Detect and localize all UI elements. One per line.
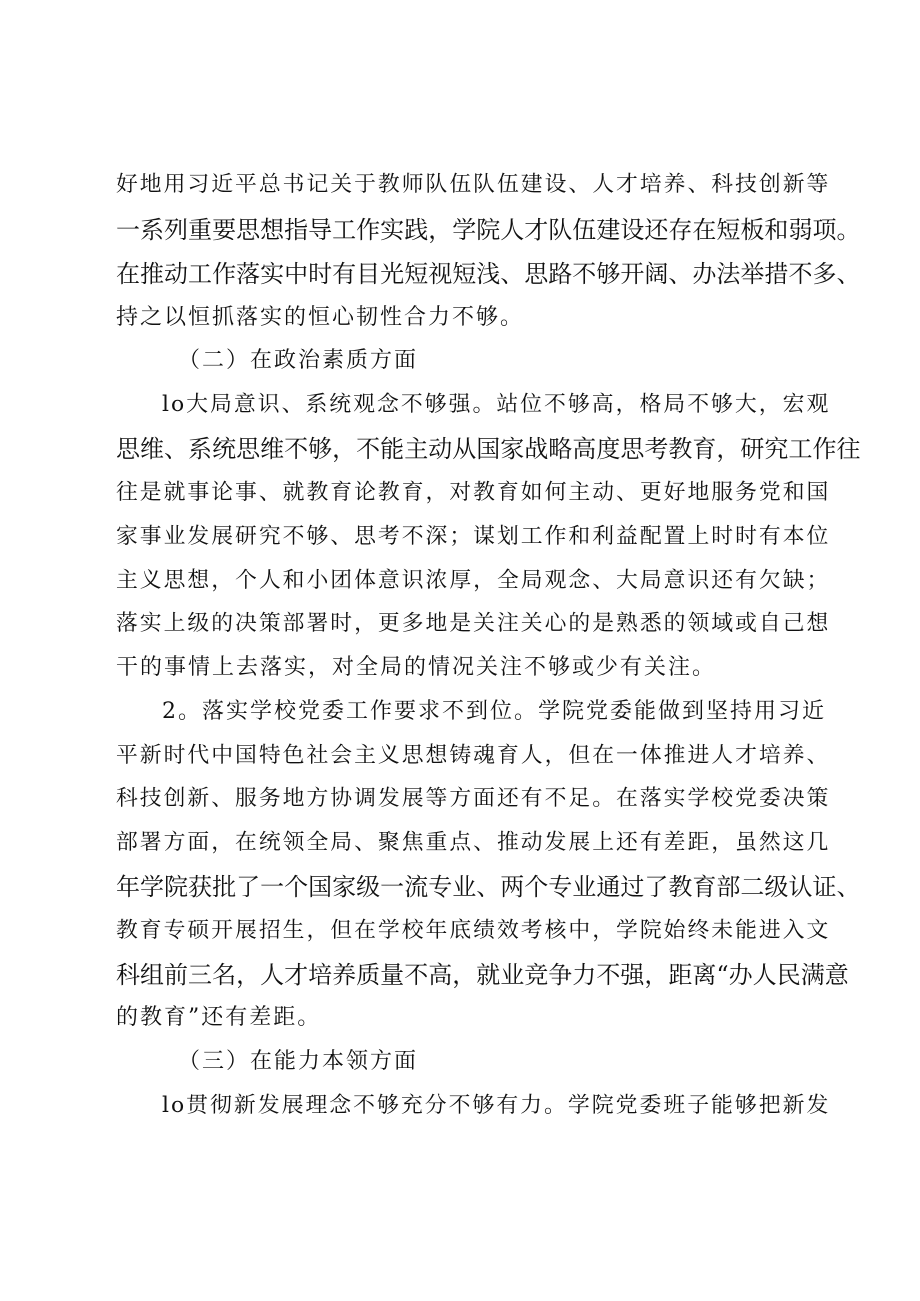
- section-heading: （三）在能力本领方面: [178, 1049, 419, 1074]
- paragraph-line: 一系列重要思想指导工作实践，学院人才队伍建设还存在短板和弱项。: [116, 216, 861, 244]
- paragraph-line: 的教育”还有差距。: [116, 1005, 322, 1030]
- paragraph-line: 在推动工作落实中时有目光短视短浅、思路不够开阔、办法举措不多、: [116, 260, 861, 288]
- paragraph-line: 好地用习近平总书记关于教师队伍队伍建设、人才培养、科技创新等: [116, 172, 831, 197]
- section-heading: （二）在政治素质方面: [178, 348, 419, 373]
- paragraph-line: 落实上级的决策部署时，更多地是关注关心的是熟悉的领域或自己想: [116, 611, 831, 636]
- paragraph-line: 年学院获批了一个国家级一流专业、两个专业通过了教育部二级认证、: [116, 873, 861, 901]
- paragraph-line: 科技创新、服务地方协调发展等方面还有不足。在落实学校党委决策: [116, 786, 831, 811]
- paragraph-line: 平新时代中国特色社会主义思想铸魂育人，但在一体推进人才培养、: [116, 743, 831, 768]
- paragraph-line: lo贯彻新发展理念不够充分不够有力。学院党委班子能够把新发: [162, 1093, 831, 1118]
- paragraph-line: 部署方面，在统领全局、聚焦重点、推动发展上还有差距，虽然这几: [116, 830, 831, 855]
- paragraph-line: 持之以恒抓落实的恒心韧性合力不够。: [116, 305, 525, 330]
- paragraph-line: 思维、系统思维不够，不能主动从国家战略高度思考教育，研究工作往: [116, 435, 861, 463]
- paragraph-line: 科组前三名，人才培养质量不高，就业竞争力不强，距离“办人民满意: [116, 961, 849, 989]
- paragraph-line: 往是就事论事、就教育论教育，对教育如何主动、更好地服务党和国: [116, 480, 831, 505]
- paragraph-line: 教育专硕开展招生，但在学校年底绩效考核中，学院始终未能进入文: [116, 918, 831, 943]
- paragraph-line: 家事业发展研究不够、思考不深；谋划工作和利益配置上时时有本位: [116, 524, 831, 549]
- paragraph-line: 2。落实学校党委工作要求不到位。学院党委能做到坚持用习近: [162, 699, 826, 724]
- paragraph-line: 干的事情上去落实，对全局的情况关注不够或少有关注。: [116, 655, 717, 680]
- paragraph-line: lo大局意识、系统观念不够强。站位不够高，格局不够大，宏观: [162, 392, 831, 417]
- paragraph-line: 主义思想，个人和小团体意识浓厚，全局观念、大局意识还有欠缺；: [116, 568, 831, 593]
